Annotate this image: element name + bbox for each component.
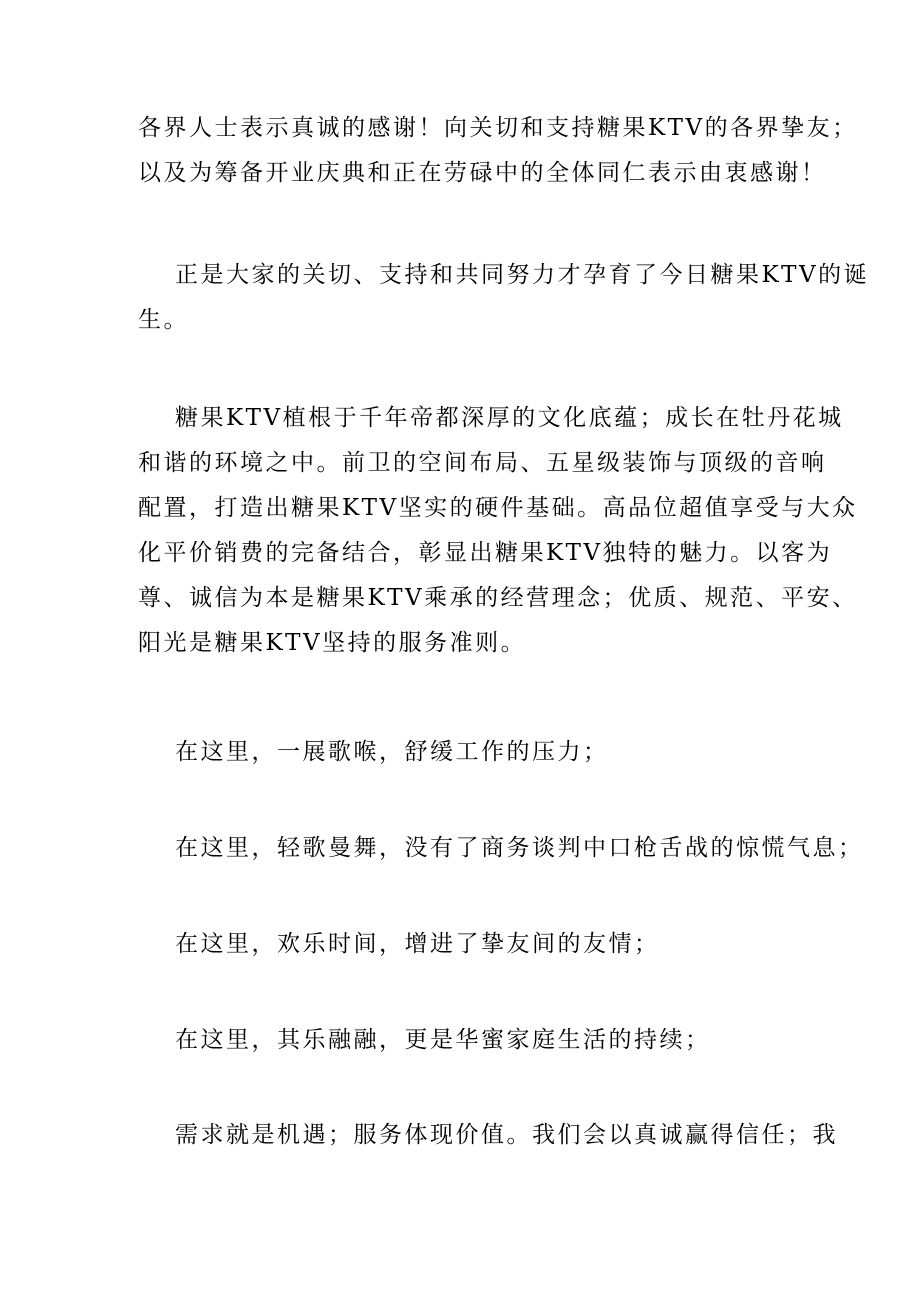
text-line: 需求就是机遇；服务体现价值。我们会以真诚赢得信任；我: [175, 1122, 838, 1148]
paragraph-1: [138, 106, 858, 196]
paragraph-5: [138, 826, 864, 871]
text-line: 生。: [138, 307, 189, 333]
paragraph-8: [138, 1113, 838, 1158]
text-line: 在这里，一展歌喉，舒缓工作的压力；: [175, 739, 609, 765]
text-line: 化平价销费的完备结合，彰显出糖果KTV独特的魅力。以客为: [138, 540, 833, 566]
text-line: 阳光是糖果KTV坚持的服务准则。: [138, 630, 527, 656]
text-line: 各界人士表示真诚的感谢！向关切和支持糖果KTV的各界挚友；: [138, 115, 858, 141]
text-line: 糖果KTV植根于千年帝都深厚的文化底蕴；成长在牡丹花城: [175, 405, 844, 431]
paragraph-7: [138, 1018, 798, 1063]
text-line: 和谐的环境之中。前卫的空间布局、五星级装饰与顶级的音响: [138, 450, 827, 476]
paragraph-3: [138, 396, 858, 666]
paragraph-2: [138, 253, 870, 343]
paragraph-6: [138, 922, 798, 967]
text-line: 以及为筹备开业庆典和正在劳碌中的全体同仁表示由衷感谢！: [138, 160, 827, 186]
text-line: 在这里，轻歌曼舞，没有了商务谈判中口枪舌战的惊慌气息；: [175, 835, 864, 861]
paragraph-4: [138, 730, 798, 775]
text-line: 在这里，欢乐时间，增进了挚友间的友情；: [175, 931, 660, 957]
text-line: 在这里，其乐融融，更是华蜜家庭生活的持续；: [175, 1027, 711, 1053]
text-line: 尊、诚信为本是糖果KTV乘承的经营理念；优质、规范、平安、: [138, 585, 858, 611]
text-line: 配置，打造出糖果KTV坚实的硬件基础。高品位超值享受与大众: [138, 495, 858, 521]
text-line: 正是大家的关切、支持和共同努力才孕育了今日糖果KTV的诞: [175, 262, 870, 288]
